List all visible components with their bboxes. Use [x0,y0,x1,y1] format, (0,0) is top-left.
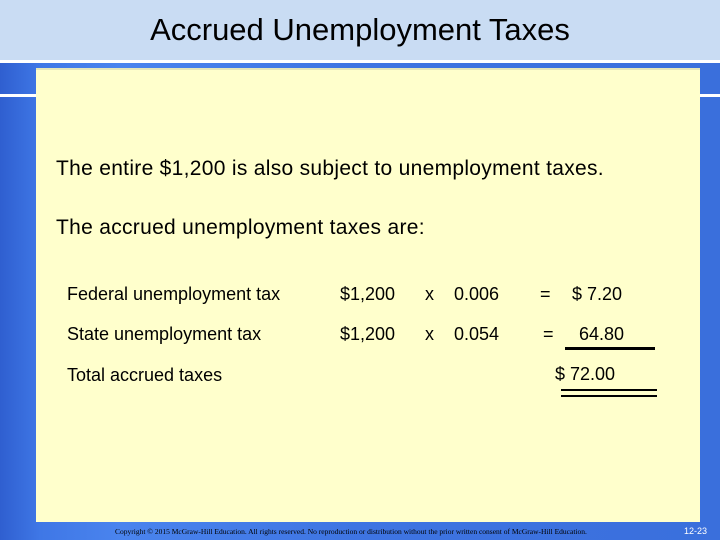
subtotal-underline [565,347,655,350]
state-tax-rate: 0.054 [454,324,500,344]
right-accent-rule [700,94,720,97]
state-tax-times: x [425,324,434,344]
state-tax-equals: = [543,324,554,344]
federal-tax-equals: = [540,284,551,304]
lead-line: The accrued unemployment taxes are: [56,216,425,239]
title-divider [0,60,720,63]
total-double-underline-bottom [561,395,657,397]
federal-tax-amount: $ 7.20 [572,284,623,304]
copyright-footer: Copyright © 2015 McGraw-Hill Education. All rights reserved. No reproduction or distribution without the prior written consent of McGraw-Hill Education. [115,527,587,536]
intro-line: The entire $1,200 is also subject to unemployment taxes. [56,157,604,180]
page-number: 12-23 [684,526,708,536]
federal-tax-label: Federal unemployment tax [67,284,281,304]
slide-title: Accrued Unemployment Taxes [150,12,570,47]
state-tax-base: $1,200 [340,324,396,344]
federal-tax-times: x [425,284,434,304]
federal-tax-rate: 0.006 [454,284,500,304]
state-tax-label: State unemployment tax [67,324,262,344]
left-accent-rule [0,94,40,97]
total-label: Total accrued taxes [67,365,223,385]
federal-tax-base: $1,200 [340,284,396,304]
total-double-underline-top [561,389,657,391]
total-amount: $ 72.00 [555,364,616,384]
state-tax-amount: 64.80 [579,324,625,344]
